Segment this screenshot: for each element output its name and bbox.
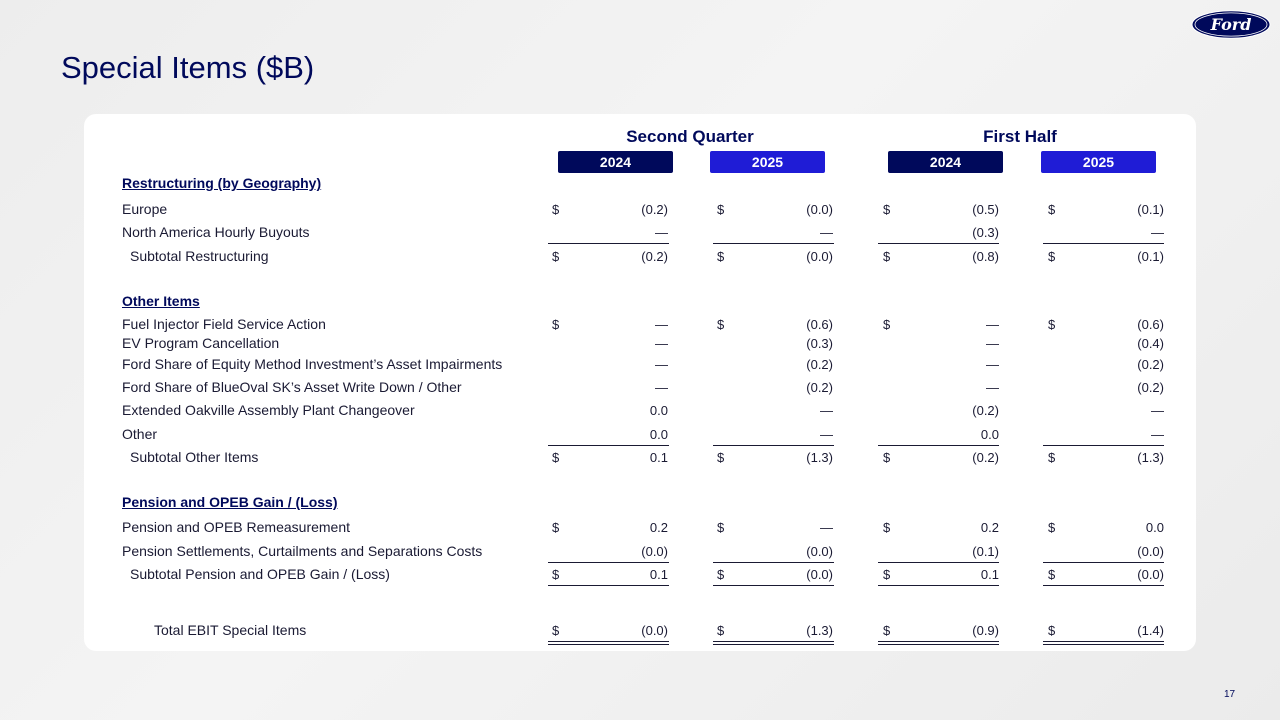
double-underline-rule bbox=[1043, 641, 1164, 645]
dollar-sign: $ bbox=[1048, 623, 1056, 638]
year-column-header: 2025 bbox=[1041, 151, 1156, 173]
value-cell: (0.2) bbox=[806, 380, 833, 395]
value-cell: 0.1 bbox=[980, 567, 999, 582]
dollar-sign: $ bbox=[717, 450, 725, 465]
dollar-sign: $ bbox=[717, 317, 725, 332]
dollar-sign: $ bbox=[552, 317, 560, 332]
value-cell: — bbox=[986, 380, 999, 395]
value-cell: (1.3) bbox=[806, 450, 833, 465]
underline-rule bbox=[548, 585, 669, 586]
row-label: EV Program Cancellation bbox=[122, 335, 280, 351]
section-title: Restructuring (by Geography) bbox=[122, 175, 322, 191]
row-label: Europe bbox=[122, 201, 168, 217]
dollar-sign: $ bbox=[1048, 249, 1056, 264]
row-label: Extended Oakville Assembly Plant Changeover bbox=[122, 402, 415, 418]
dollar-sign: $ bbox=[883, 202, 891, 217]
value-cell: (0.0) bbox=[806, 544, 833, 559]
double-underline-rule bbox=[548, 641, 669, 645]
column-group-header: Second Quarter bbox=[626, 127, 754, 146]
dollar-sign: $ bbox=[1048, 567, 1056, 582]
dollar-sign: $ bbox=[552, 450, 560, 465]
value-cell: (0.3) bbox=[806, 336, 833, 351]
underline-rule bbox=[548, 243, 669, 244]
value-cell: — bbox=[820, 520, 833, 535]
value-cell: — bbox=[655, 380, 668, 395]
value-cell: (0.1) bbox=[1137, 202, 1164, 217]
row-label: Fuel Injector Field Service Action bbox=[122, 316, 326, 332]
dollar-sign: $ bbox=[552, 520, 560, 535]
dollar-sign: $ bbox=[717, 202, 725, 217]
value-cell: (0.4) bbox=[1137, 336, 1164, 351]
value-cell: (0.9) bbox=[972, 623, 999, 638]
value-cell: (0.3) bbox=[972, 225, 999, 240]
dollar-sign: $ bbox=[883, 567, 891, 582]
row-label: North America Hourly Buyouts bbox=[122, 224, 310, 240]
underline-rule bbox=[878, 243, 999, 244]
value-cell: (0.1) bbox=[1137, 249, 1164, 264]
row-label: Ford Share of BlueOval SK’s Asset Write Down / Other bbox=[122, 379, 462, 395]
underline-rule bbox=[713, 445, 834, 446]
dollar-sign: $ bbox=[1048, 202, 1056, 217]
value-cell: (0.6) bbox=[1137, 317, 1164, 332]
section-title: Pension and OPEB Gain / (Loss) bbox=[122, 494, 338, 510]
row-label: Subtotal Restructuring bbox=[130, 248, 269, 264]
dollar-sign: $ bbox=[717, 623, 725, 638]
underline-rule bbox=[1043, 562, 1164, 563]
value-cell: (0.0) bbox=[641, 544, 668, 559]
value-cell: — bbox=[655, 225, 668, 240]
value-cell: — bbox=[1151, 403, 1164, 418]
value-cell: (0.1) bbox=[972, 544, 999, 559]
dollar-sign: $ bbox=[883, 317, 891, 332]
year-column-header: 2025 bbox=[710, 151, 825, 173]
row-label: Total EBIT Special Items bbox=[154, 622, 307, 638]
year-column-header: 2024 bbox=[558, 151, 673, 173]
dollar-sign: $ bbox=[883, 623, 891, 638]
value-cell: — bbox=[655, 357, 668, 372]
value-cell: (0.2) bbox=[641, 202, 668, 217]
row-label: Pension and OPEB Remeasurement bbox=[122, 519, 351, 535]
special-items-table bbox=[84, 114, 1196, 651]
row-label: Subtotal Other Items bbox=[130, 449, 259, 465]
value-cell: (0.0) bbox=[806, 567, 833, 582]
section-title: Other Items bbox=[122, 293, 200, 309]
dollar-sign: $ bbox=[552, 249, 560, 264]
underline-rule bbox=[713, 585, 834, 586]
value-cell: (0.0) bbox=[1137, 567, 1164, 582]
value-cell: — bbox=[1151, 225, 1164, 240]
value-cell: (0.8) bbox=[972, 249, 999, 264]
value-cell: (0.0) bbox=[641, 623, 668, 638]
row-label: Other bbox=[122, 426, 158, 442]
ford-logo bbox=[1191, 10, 1271, 39]
value-cell: 0.0 bbox=[1145, 520, 1164, 535]
dollar-sign: $ bbox=[1048, 520, 1056, 535]
page-number: 17 bbox=[1224, 689, 1236, 700]
value-cell: (1.4) bbox=[1137, 623, 1164, 638]
dollar-sign: $ bbox=[717, 520, 725, 535]
dollar-sign: $ bbox=[717, 567, 725, 582]
value-cell: (0.5) bbox=[972, 202, 999, 217]
value-cell: 0.0 bbox=[649, 403, 668, 418]
value-cell: (0.0) bbox=[806, 249, 833, 264]
underline-rule bbox=[713, 243, 834, 244]
dollar-sign: $ bbox=[717, 249, 725, 264]
value-cell: (0.2) bbox=[972, 450, 999, 465]
dollar-sign: $ bbox=[1048, 450, 1056, 465]
underline-rule bbox=[878, 562, 999, 563]
underline-rule bbox=[548, 562, 669, 563]
value-cell: (1.3) bbox=[1137, 450, 1164, 465]
dollar-sign: $ bbox=[552, 567, 560, 582]
value-cell: (0.2) bbox=[1137, 357, 1164, 372]
value-cell: 0.2 bbox=[649, 520, 668, 535]
value-cell: — bbox=[655, 336, 668, 351]
value-cell: 0.0 bbox=[980, 427, 999, 442]
dollar-sign: $ bbox=[883, 520, 891, 535]
column-group-header: First Half bbox=[983, 127, 1057, 146]
year-column-header: 2024 bbox=[888, 151, 1003, 173]
underline-rule bbox=[1043, 585, 1164, 586]
dollar-sign: $ bbox=[883, 450, 891, 465]
double-underline-rule bbox=[878, 641, 999, 645]
dollar-sign: $ bbox=[552, 202, 560, 217]
value-cell: (0.2) bbox=[972, 403, 999, 418]
value-cell: (0.2) bbox=[1137, 380, 1164, 395]
ford-logo-text: Ford bbox=[1210, 15, 1252, 34]
dollar-sign: $ bbox=[1048, 317, 1056, 332]
value-cell: — bbox=[986, 336, 999, 351]
value-cell: 0.2 bbox=[980, 520, 999, 535]
value-cell: — bbox=[986, 357, 999, 372]
dollar-sign: $ bbox=[883, 249, 891, 264]
row-label: Pension Settlements, Curtailments and Separations Costs bbox=[122, 543, 483, 559]
underline-rule bbox=[1043, 243, 1164, 244]
value-cell: — bbox=[820, 427, 833, 442]
value-cell: — bbox=[655, 317, 668, 332]
value-cell: 0.1 bbox=[649, 567, 668, 582]
value-cell: (0.2) bbox=[641, 249, 668, 264]
dollar-sign: $ bbox=[552, 623, 560, 638]
row-label: Ford Share of Equity Method Investment’s Asset Impairments bbox=[122, 356, 503, 372]
underline-rule bbox=[878, 585, 999, 586]
value-cell: 0.1 bbox=[649, 450, 668, 465]
value-cell: (0.0) bbox=[806, 202, 833, 217]
underline-rule bbox=[548, 445, 669, 446]
value-cell: — bbox=[820, 225, 833, 240]
underline-rule bbox=[713, 562, 834, 563]
value-cell: — bbox=[986, 317, 999, 332]
value-cell: (1.3) bbox=[806, 623, 833, 638]
value-cell: (0.6) bbox=[806, 317, 833, 332]
underline-rule bbox=[878, 445, 999, 446]
row-label: Subtotal Pension and OPEB Gain / (Loss) bbox=[130, 566, 390, 582]
double-underline-rule bbox=[713, 641, 834, 645]
value-cell: (0.2) bbox=[806, 357, 833, 372]
underline-rule bbox=[1043, 445, 1164, 446]
value-cell: — bbox=[1151, 427, 1164, 442]
value-cell: (0.0) bbox=[1137, 544, 1164, 559]
value-cell: 0.0 bbox=[649, 427, 668, 442]
value-cell: — bbox=[820, 403, 833, 418]
page-title: Special Items ($B) bbox=[61, 50, 315, 85]
